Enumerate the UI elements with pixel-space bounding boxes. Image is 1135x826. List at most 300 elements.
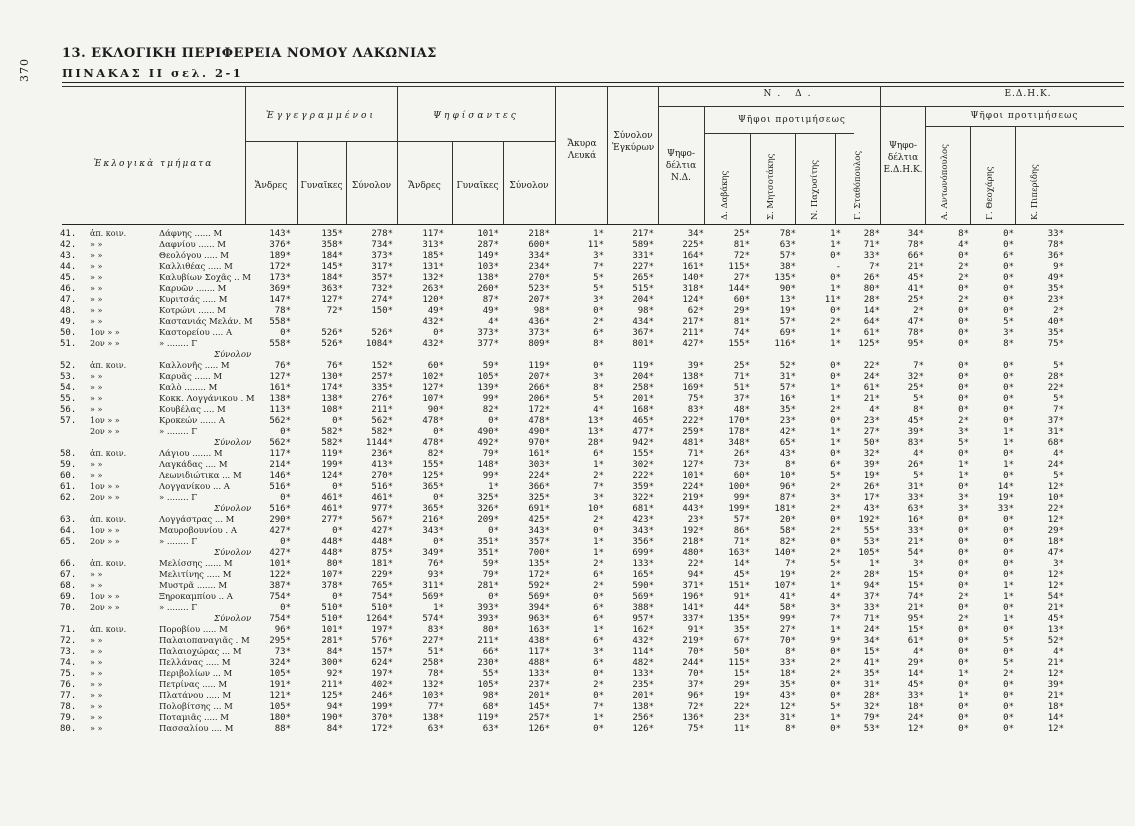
cell-value: 184* <box>321 251 343 261</box>
cell-value: 2* <box>593 559 604 569</box>
cell-value: 58* <box>779 603 796 613</box>
cell-value: 39* <box>1047 680 1064 690</box>
row-name: » ........ Γ <box>159 493 198 503</box>
cell-value: 15* <box>907 581 924 591</box>
cell-value: 45* <box>1047 614 1064 624</box>
cell-value: 0* <box>830 691 841 701</box>
cell-value: 225* <box>682 240 704 250</box>
table-row <box>0 691 1135 702</box>
cell-value: 1* <box>830 427 841 437</box>
cell-value: 0* <box>958 603 969 613</box>
cell-value: 39* <box>687 361 704 371</box>
row-type: » » <box>90 262 103 271</box>
cell-value: 174* <box>321 383 343 393</box>
cell-value: 32* <box>907 372 924 382</box>
cell-value: 197* <box>371 669 393 679</box>
cell-value: 28* <box>863 295 880 305</box>
cell-value: 12* <box>1047 581 1064 591</box>
table-row <box>0 570 1135 581</box>
cell-value: 562* <box>269 438 291 448</box>
cell-value: 2* <box>958 416 969 426</box>
cell-value: 21* <box>1047 691 1064 701</box>
cell-value: 0* <box>1003 713 1014 723</box>
cell-value: 218* <box>682 537 704 547</box>
cell-value: 135* <box>774 273 796 283</box>
cell-value: 516* <box>371 482 393 492</box>
cell-value: 0* <box>958 537 969 547</box>
row-name: Λεωνιδιώτικα ... Μ <box>159 471 242 481</box>
cell-value: 0* <box>1003 394 1014 404</box>
cell-value: 942* <box>632 438 654 448</box>
header-reg-women: Γυναῖκες <box>300 181 343 191</box>
cell-value: 523* <box>528 284 550 294</box>
cell-value: 107* <box>774 581 796 591</box>
cell-value: 15* <box>907 570 924 580</box>
cell-value: 76* <box>326 361 343 371</box>
cell-value: 1* <box>958 691 969 701</box>
cell-value: 2* <box>958 592 969 602</box>
cell-value: 34* <box>687 229 704 239</box>
cell-value: 81* <box>733 240 750 250</box>
cell-value: 699* <box>632 548 654 558</box>
cell-value: 0* <box>958 647 969 657</box>
cell-value: 192* <box>858 515 880 525</box>
cell-value: 73* <box>733 460 750 470</box>
cell-value: 1* <box>1003 592 1014 602</box>
row-name: Καρυᾶς ...... Μ <box>159 372 223 382</box>
cell-value: 74* <box>907 592 924 602</box>
cell-value: 207* <box>528 295 550 305</box>
cell-value: 125* <box>858 339 880 349</box>
row-type: » » <box>90 581 103 590</box>
cell-value: 2* <box>913 306 924 316</box>
cell-value: 80* <box>482 625 499 635</box>
cell-value: 15* <box>733 669 750 679</box>
cell-value: 173* <box>269 273 291 283</box>
cell-value: 0* <box>1003 405 1014 415</box>
cell-value: 114* <box>632 647 654 657</box>
cell-value: 132* <box>422 273 444 283</box>
cell-value: 590* <box>632 581 654 591</box>
row-type: 2ον » » <box>90 603 120 612</box>
header-nd-preferences: Ψῆφοι προτιμήσεως <box>738 115 846 125</box>
cell-value: 7* <box>593 702 604 712</box>
cell-value: 164* <box>682 251 704 261</box>
cell-value: 343* <box>528 526 550 536</box>
cell-value: 0* <box>1003 526 1014 536</box>
cell-value: 1* <box>830 284 841 294</box>
cell-value: 103* <box>477 262 499 272</box>
cell-value: 3* <box>593 295 604 305</box>
cell-value: 33* <box>907 493 924 503</box>
cell-value: 6* <box>593 636 604 646</box>
cell-value: 510* <box>321 614 343 624</box>
cell-value: 432* <box>422 317 444 327</box>
cell-value: 6* <box>593 603 604 613</box>
cell-value: 101* <box>682 471 704 481</box>
cell-value: 49* <box>482 306 499 316</box>
cell-value: 21* <box>907 262 924 272</box>
cell-value: 70* <box>687 669 704 679</box>
cell-value: 427* <box>682 339 704 349</box>
cell-value: 227* <box>422 636 444 646</box>
cell-value: 325* <box>528 493 550 503</box>
row-name: Καλυβίων Σοχᾶς .. Μ <box>159 273 251 283</box>
cell-value: 136* <box>682 713 704 723</box>
cell-value: 0* <box>958 284 969 294</box>
cell-value: 33* <box>907 691 924 701</box>
cell-value: 11* <box>587 240 604 250</box>
cell-value: 47* <box>907 317 924 327</box>
vline <box>925 106 926 224</box>
cell-value: 57* <box>779 317 796 327</box>
cell-value: 963* <box>528 614 550 624</box>
cell-value: 40* <box>1047 317 1064 327</box>
cell-value: 373* <box>477 328 499 338</box>
row-number: 54. <box>60 383 77 393</box>
cell-value: 6* <box>593 570 604 580</box>
cell-value: 12* <box>1047 724 1064 734</box>
row-number: 67. <box>60 570 77 580</box>
row-type: 1ον » » <box>90 592 120 601</box>
cell-value: 265* <box>632 273 654 283</box>
cell-value: 337* <box>682 614 704 624</box>
row-number: 51. <box>60 339 77 349</box>
cell-value: 3* <box>1003 328 1014 338</box>
cell-value: 373* <box>528 328 550 338</box>
cell-value: 71* <box>687 449 704 459</box>
row-number: 49. <box>60 317 77 327</box>
cell-value: 567* <box>371 515 393 525</box>
row-number: 75. <box>60 669 77 679</box>
cell-value: 3* <box>1053 559 1064 569</box>
cell-value: 1* <box>869 559 880 569</box>
cell-value: 2* <box>830 669 841 679</box>
cell-value: 0* <box>958 328 969 338</box>
cell-value: 0* <box>958 394 969 404</box>
cell-value: 138* <box>422 713 444 723</box>
cell-value: 31* <box>863 680 880 690</box>
cell-value: 21* <box>863 394 880 404</box>
vline <box>607 86 608 224</box>
cell-value: 4* <box>830 592 841 602</box>
cell-value: 108* <box>321 405 343 415</box>
cell-value: 127* <box>321 295 343 305</box>
cell-value: 217* <box>632 229 654 239</box>
cell-value: 161* <box>528 449 550 459</box>
cell-value: 1* <box>593 625 604 635</box>
cell-value: 259* <box>682 427 704 437</box>
cell-value: 190* <box>321 713 343 723</box>
cell-value: 131* <box>422 262 444 272</box>
row-type: » » <box>90 680 103 689</box>
cell-value: 526* <box>321 339 343 349</box>
cell-value: 569* <box>632 592 654 602</box>
cell-value: 1* <box>1003 427 1014 437</box>
cell-value: 196* <box>682 592 704 602</box>
cell-value: 22* <box>1047 383 1064 393</box>
cell-value: 957* <box>632 614 654 624</box>
table-row <box>0 625 1135 636</box>
cell-value: 28* <box>863 691 880 701</box>
cell-value: 8* <box>913 405 924 415</box>
cell-value: 0* <box>433 493 444 503</box>
row-name: Καλλονῆς ..... Μ <box>159 361 230 371</box>
cell-value: 21* <box>1047 603 1064 613</box>
row-name: Παλαιοχώρας ... Μ <box>159 647 242 657</box>
cell-value: 29* <box>733 680 750 690</box>
row-name: Σύνολον <box>214 350 252 360</box>
cell-value: 8* <box>785 724 796 734</box>
row-number: 56. <box>60 405 77 415</box>
row-number: 79. <box>60 713 77 723</box>
table-row <box>0 658 1135 669</box>
cell-value: 313* <box>422 240 444 250</box>
cell-value: 0* <box>958 548 969 558</box>
cell-value: 78* <box>779 229 796 239</box>
cell-value: 55* <box>863 526 880 536</box>
row-number: 71. <box>60 625 77 635</box>
cell-value: 351* <box>477 548 499 558</box>
cell-value: 377* <box>477 339 499 349</box>
cell-value: 45* <box>907 416 924 426</box>
row-type: » » <box>90 306 103 315</box>
cell-value: 7* <box>593 482 604 492</box>
cell-value: 1* <box>830 438 841 448</box>
cell-value: 700* <box>528 548 550 558</box>
cell-value: 41* <box>779 592 796 602</box>
cell-value: 0* <box>958 361 969 371</box>
cell-value: 12* <box>1047 482 1064 492</box>
header-rule-edik-pref <box>925 126 1124 127</box>
row-number: 60. <box>60 471 77 481</box>
page-number: 370 <box>18 58 31 82</box>
cell-value: 25* <box>907 383 924 393</box>
cell-value: 0* <box>830 416 841 426</box>
cell-value: 19* <box>733 691 750 701</box>
cell-value: 0* <box>830 306 841 316</box>
cell-value: 84* <box>326 724 343 734</box>
cell-value: 515* <box>632 284 654 294</box>
cell-value: 99* <box>733 493 750 503</box>
cell-value: 734* <box>371 240 393 250</box>
cell-value: 32* <box>863 449 880 459</box>
row-name: Καλλιθέας ..... Μ <box>159 262 233 272</box>
cell-value: 4* <box>488 317 499 327</box>
cell-value: 287* <box>477 240 499 250</box>
cell-value: 151* <box>728 581 750 591</box>
cell-value: 168* <box>632 405 654 415</box>
cell-value: 0* <box>1003 625 1014 635</box>
cell-value: 68* <box>482 702 499 712</box>
cell-value: 201* <box>528 691 550 701</box>
row-type: ἀπ. κοιν. <box>90 515 127 524</box>
row-type: ἀπ. κοιν. <box>90 449 127 458</box>
cell-value: 26* <box>863 482 880 492</box>
cell-value: 116* <box>774 339 796 349</box>
cell-value: 58* <box>779 526 796 536</box>
cell-value: 79* <box>863 713 880 723</box>
cell-value: 1* <box>593 460 604 470</box>
row-type: » » <box>90 284 103 293</box>
cell-value: 54* <box>907 548 924 558</box>
cell-value: 219* <box>682 493 704 503</box>
cell-value: 258* <box>632 383 654 393</box>
cell-value: 263* <box>422 284 444 294</box>
cell-value: 427* <box>269 526 291 536</box>
row-name: Μελίσσης ...... Μ <box>159 559 233 569</box>
cell-value: 582* <box>371 427 393 437</box>
cell-value: 14* <box>1047 713 1064 723</box>
cell-value: 257* <box>528 713 550 723</box>
cell-value: 82* <box>427 449 444 459</box>
cell-value: 1* <box>830 581 841 591</box>
cell-value: 0* <box>332 482 343 492</box>
cell-value: 0* <box>332 526 343 536</box>
cell-value: 2* <box>593 317 604 327</box>
cell-value: 0* <box>593 526 604 536</box>
cell-value: 1* <box>830 713 841 723</box>
row-type: » » <box>90 713 103 722</box>
table-row <box>0 559 1135 570</box>
cell-value: 977* <box>371 504 393 514</box>
cell-value: 83* <box>427 625 444 635</box>
cell-value: 2* <box>593 581 604 591</box>
table-subtotal-row <box>0 504 1135 515</box>
cell-value: 258* <box>422 658 444 668</box>
cell-value: 199* <box>728 504 750 514</box>
cell-value: 1084* <box>365 339 393 349</box>
row-type: » » <box>90 394 103 403</box>
row-type: 2ον » » <box>90 493 120 502</box>
cell-value: 51* <box>733 383 750 393</box>
cell-value: 0* <box>1003 262 1014 272</box>
cell-value: 155* <box>632 449 654 459</box>
cell-value: 75* <box>687 394 704 404</box>
cell-value: 461* <box>321 493 343 503</box>
cell-value: 387* <box>269 581 291 591</box>
cell-value: 92* <box>326 669 343 679</box>
cell-value: 510* <box>371 603 393 613</box>
header-rule-party <box>658 106 1124 107</box>
cell-value: 0* <box>958 317 969 327</box>
cell-value: 98* <box>482 691 499 701</box>
cell-value: 5* <box>593 273 604 283</box>
cell-value: 274* <box>371 295 393 305</box>
cell-value: 365* <box>422 482 444 492</box>
header-edik-candidate-1: Α. Αντωνόπουλος <box>940 144 950 220</box>
row-name: Περιβολίων ... Μ <box>159 669 233 679</box>
cell-value: 18* <box>1047 537 1064 547</box>
table-row <box>0 526 1135 537</box>
cell-value: 2* <box>830 658 841 668</box>
row-name: Λαγκάδας .... Μ <box>159 460 228 470</box>
table-subtotal-row <box>0 438 1135 449</box>
row-number: 73. <box>60 647 77 657</box>
cell-value: 54* <box>1047 592 1064 602</box>
cell-value: 36* <box>1047 251 1064 261</box>
cell-value: 378* <box>321 581 343 591</box>
cell-value: 4* <box>913 647 924 657</box>
cell-value: 388* <box>632 603 654 613</box>
cell-value: 150* <box>371 306 393 316</box>
cell-value: 4* <box>1053 449 1064 459</box>
header-sections: Ἐκλογικὰ τμήματα <box>93 159 214 169</box>
cell-value: 33* <box>997 504 1014 514</box>
cell-value: 402* <box>371 680 393 690</box>
cell-value: 172* <box>269 262 291 272</box>
cell-value: 20* <box>779 515 796 525</box>
cell-value: 152* <box>371 361 393 371</box>
cell-value: 5* <box>593 394 604 404</box>
cell-value: 8* <box>958 229 969 239</box>
cell-value: 0* <box>280 603 291 613</box>
table-row <box>0 427 1135 438</box>
cell-value: 6* <box>593 449 604 459</box>
cell-value: 1* <box>830 328 841 338</box>
cell-value: 102* <box>422 372 444 382</box>
header-reg-total: Σύνολον <box>351 181 392 191</box>
cell-value: 369* <box>269 284 291 294</box>
cell-value: 180* <box>269 713 291 723</box>
cell-value: 2* <box>830 504 841 514</box>
cell-value: 141* <box>682 603 704 613</box>
cell-value: 0* <box>332 592 343 602</box>
cell-value: 0* <box>488 526 499 536</box>
table-row <box>0 603 1135 614</box>
cell-value: 185* <box>422 251 444 261</box>
cell-value: 0* <box>830 515 841 525</box>
row-name: Καστανιάς Μελάν. Μ <box>159 317 253 327</box>
cell-value: 366* <box>528 482 550 492</box>
cell-value: 0* <box>958 405 969 415</box>
cell-value: 91* <box>687 625 704 635</box>
cell-value: 95* <box>907 614 924 624</box>
cell-value: 42* <box>779 427 796 437</box>
cell-value: 1* <box>830 625 841 635</box>
cell-value: 1264* <box>365 614 393 624</box>
header-nd-candidate-1: Δ. Δαβάκης <box>720 170 730 220</box>
cell-value: 970* <box>528 438 550 448</box>
cell-value: 43* <box>779 691 796 701</box>
row-number: 50. <box>60 328 77 338</box>
cell-value: 443* <box>682 504 704 514</box>
row-number: 59. <box>60 460 77 470</box>
cell-value: 0* <box>433 537 444 547</box>
cell-value: 90* <box>779 284 796 294</box>
cell-value: 117* <box>422 229 444 239</box>
header-voted: Ψηφίσαντες <box>433 111 519 121</box>
cell-value: 0* <box>280 537 291 547</box>
cell-value: 34* <box>863 636 880 646</box>
cell-value: 1* <box>830 229 841 239</box>
cell-value: 2* <box>830 482 841 492</box>
cell-value: 1* <box>830 383 841 393</box>
cell-value: 98* <box>637 306 654 316</box>
cell-value: 562* <box>371 416 393 426</box>
cell-value: 0* <box>830 449 841 459</box>
cell-value: 0* <box>488 592 499 602</box>
cell-value: 105* <box>269 669 291 679</box>
cell-value: 2* <box>830 405 841 415</box>
cell-value: 138* <box>269 394 291 404</box>
cell-value: 478* <box>422 416 444 426</box>
cell-value: 28* <box>587 438 604 448</box>
cell-value: 75* <box>687 724 704 734</box>
cell-value: 161* <box>682 262 704 272</box>
cell-value: 5* <box>1053 361 1064 371</box>
cell-value: 358* <box>321 240 343 250</box>
